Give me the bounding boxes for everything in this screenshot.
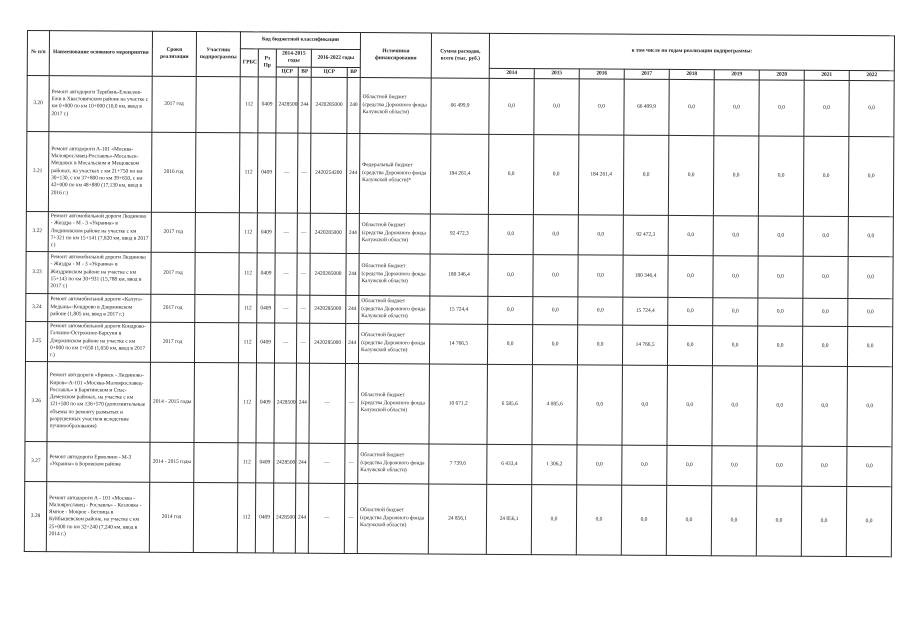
year-amount: 0,0 <box>714 80 759 136</box>
year-amount: 0,0 <box>488 134 533 214</box>
event-name: Ремонт автодороги А - 101 «Москва - Малоярославец - Рославль» - Козловка - Ямное - Мокрое - Бетлица в Куйбышевском районе, на участке с км 25+000 по км 32+240 (7,240 км, ввод в 2014 г.) <box>46 482 149 553</box>
year-amount: 15 724,4 <box>623 297 668 325</box>
grbs: 112 <box>240 77 258 133</box>
header-year: 2015 <box>534 68 579 79</box>
year-amount: 0,0 <box>533 134 578 214</box>
funding-source: Областной бюджет (средства Дорожного фонда Калужской области) <box>359 253 430 295</box>
csr-2016-2022: 2420285000 <box>311 77 347 133</box>
period: 2017 год <box>151 212 195 252</box>
event-name: Ремонт автодороги А-101 «Москва-Малоярославец-Рославль»-Мосальск-Мещовск в Мосальском и Мещовском районах, на участках с км 21+750 по км 30+130, с км 37+800 по км 39+650, с км 42+000 по км 48+880 (17,130 км, ввод в 2016 г.) <box>48 132 151 213</box>
period: 2017 год <box>151 252 195 294</box>
year-amount: 0,0 <box>487 324 532 364</box>
year-amount: 0,0 <box>848 136 894 216</box>
vr-2016-2022: 240 <box>347 77 360 133</box>
year-amount: 0,0 <box>666 485 711 555</box>
csr-2014-2015: 2428500 <box>276 77 298 133</box>
table-row <box>26 211 893 256</box>
row-number: 3.28 <box>24 481 46 551</box>
year-amount: 0,0 <box>712 446 757 486</box>
total-amount: 92 472,3 <box>430 214 488 254</box>
table-body <box>24 75 894 556</box>
year-amount: 0,0 <box>577 365 622 445</box>
header-rzpr: Рз Пр <box>258 49 276 77</box>
year-amount: 0,0 <box>713 136 758 216</box>
event-name: Ремонт автодороги «Брянск - Людиново- Киров»-А-101 «Москва-Малоярославец- Рославль» в Барятинском и Спас-Деменском районах, на участке с км 121+500 по км 136+570 (дополнительные объемы по ремонту размытых и разрушенных участков вследствие пучинообразования) <box>47 362 150 443</box>
total-amount: 180 346,4 <box>430 254 488 296</box>
rzpr: 0409 <box>257 253 275 295</box>
year-amount: 0,0 <box>578 255 623 297</box>
vr-2014-2015: 244 <box>296 363 309 443</box>
csr-2016-2022: 2420285000 <box>310 213 346 253</box>
funding-source: Областной бюджет (средства Дорожного фонда Калужской области) <box>359 213 430 253</box>
vr-2016-2022: — <box>345 363 358 443</box>
table-row <box>25 441 892 486</box>
total-amount: 15 724,4 <box>430 296 488 324</box>
event-name: Ремонт автомобильной дороги Людиново - Жиздра - М - 3 «Украина» в Людиновском районе на участке с км 7+321 по км 15+141 (7,820 км, ввод в 2017 г.) <box>48 212 151 253</box>
year-amount: 0,0 <box>713 216 758 256</box>
header-no: № п/п <box>27 31 49 76</box>
year-amount: 184 261,4 <box>578 135 623 215</box>
year-amount: 0,0 <box>758 298 803 326</box>
vr-2014-2015: 244 <box>296 443 309 483</box>
header-2016-2022: 2016-2022 годы <box>311 49 360 67</box>
year-amount: 0,0 <box>533 296 578 324</box>
grbs: 112 <box>237 483 255 553</box>
row-number: 3.23 <box>26 251 48 293</box>
year-amount: 6 433,4 <box>487 444 532 484</box>
year-amount: 0,0 <box>848 256 893 298</box>
csr-2014-2015: 2428500 <box>274 363 296 443</box>
event-name: Ремонт автодороги Теребень-Елексеев-Ежи в Хвастовичском районе на участке с км 0+000 по км 10+000 (10,0 км, ввод в 2017 г.) <box>49 76 152 133</box>
period: 2014 год <box>149 482 193 552</box>
grbs: 112 <box>239 295 257 323</box>
rzpr: 0409 <box>258 77 276 133</box>
year-amount: 92 472,3 <box>623 215 668 255</box>
year-amount: 0,0 <box>846 486 892 556</box>
row-number: 3.26 <box>25 361 47 441</box>
year-amount: 0,0 <box>803 136 848 216</box>
year-amount: 0,0 <box>669 79 714 135</box>
participant <box>194 442 238 482</box>
year-amount: 0,0 <box>531 484 576 554</box>
year-amount: 0,0 <box>577 445 622 485</box>
period: 2014 - 2015 годы <box>150 362 194 442</box>
participant <box>193 482 237 552</box>
year-amount: 0,0 <box>847 366 893 446</box>
vr-2016-2022: — <box>344 483 357 553</box>
year-amount: 0,0 <box>802 326 847 366</box>
year-amount: 0,0 <box>713 256 758 298</box>
csr-2014-2015: — <box>275 213 297 253</box>
header-total: Сумма расходов, всего (тыс. руб.) <box>431 33 489 78</box>
year-amount: 0,0 <box>533 214 578 254</box>
year-amount: 0,0 <box>756 486 801 556</box>
vr-2014-2015: 244 <box>295 483 308 553</box>
header-by-years: в том числе по годам реализации подпрограммы: <box>489 33 894 70</box>
csr-2014-2015: — <box>275 133 297 213</box>
year-amount: 0,0 <box>759 80 804 136</box>
year-amount: 180 346,4 <box>623 255 668 297</box>
header-2014-2015: 2014-2015 годы <box>276 49 311 67</box>
event-name: Ремонт автомобильной дороги «Калуга-Медынь»-Кондрово в Дзержинском районе (1,805 км, ввод в 2017 г.) <box>48 294 151 323</box>
year-amount: 0,0 <box>847 446 892 486</box>
rzpr: 0409 <box>257 213 275 253</box>
header-year: 2016 <box>579 68 624 79</box>
year-amount: 6 585,6 <box>487 364 532 444</box>
table-row <box>25 321 892 366</box>
participant <box>195 212 239 252</box>
year-amount: 0,0 <box>758 216 803 256</box>
year-amount: 0,0 <box>668 255 713 297</box>
year-amount: 0,0 <box>804 80 849 136</box>
year-amount: 0,0 <box>712 326 757 366</box>
year-amount: 0,0 <box>712 366 757 446</box>
year-amount: 0,0 <box>803 298 848 326</box>
vr-2014-2015: — <box>296 323 309 363</box>
vr-2016-2022: 244 <box>345 323 358 363</box>
rzpr: 0409 <box>256 363 274 443</box>
year-amount: 0,0 <box>757 326 802 366</box>
row-number: 3.25 <box>25 321 47 361</box>
year-amount: 0,0 <box>848 298 893 326</box>
funding-source: Федеральный бюджет (средства Дорожного фонда Калужской области)* <box>359 133 430 213</box>
row-number: 3.22 <box>26 211 48 251</box>
rzpr: 0409 <box>256 323 274 363</box>
year-amount: 0,0 <box>847 326 892 366</box>
year-amount: 0,0 <box>623 135 668 215</box>
rzpr: 0409 <box>256 443 274 483</box>
rzpr: 0409 <box>255 483 273 553</box>
year-amount: 0,0 <box>803 216 848 256</box>
vr-2014-2015: — <box>297 295 310 323</box>
year-amount: 0,0 <box>578 215 623 255</box>
csr-2016-2022: — <box>309 363 345 443</box>
csr-2016-2022: 2420285000 <box>310 253 346 295</box>
header-csr: ЦСР <box>276 67 298 77</box>
header-year: 2019 <box>714 69 759 80</box>
year-amount: 0,0 <box>489 78 534 134</box>
header-grbs: ГРБС <box>240 49 258 77</box>
year-amount: 0,0 <box>758 136 803 216</box>
period: 2016 год <box>151 132 195 212</box>
grbs: 112 <box>239 213 257 253</box>
year-amount: 0,0 <box>757 366 802 446</box>
header-csr: ЦСР <box>311 67 347 78</box>
csr-2014-2015: — <box>275 253 297 295</box>
funding-source: Областной бюджет (средства Дорожного фонда Калужской области) <box>358 443 429 483</box>
table-header <box>27 31 894 81</box>
year-amount: 0,0 <box>711 486 756 556</box>
year-amount: 0,0 <box>622 365 667 445</box>
vr-2014-2015: 244 <box>298 77 311 133</box>
event-name: Ремонт автодороги Ермолино - М-3 «Украина» в Боровском районе <box>47 442 150 483</box>
year-amount: 0,0 <box>802 446 847 486</box>
row-number: 3.27 <box>25 441 47 481</box>
vr-2014-2015: — <box>297 213 310 253</box>
year-amount: 24 856,1 <box>486 484 531 554</box>
period: 2017 год <box>151 294 195 322</box>
year-amount: 0,0 <box>621 485 666 555</box>
year-amount: 1 306,2 <box>532 444 577 484</box>
participant <box>195 132 239 212</box>
header-year: 2014 <box>489 68 534 79</box>
year-amount: 0,0 <box>576 485 621 555</box>
header-year: 2022 <box>849 70 894 81</box>
year-amount: 0,0 <box>667 445 712 485</box>
grbs: 112 <box>238 363 256 443</box>
header-year: 2021 <box>804 70 849 81</box>
rzpr: 0409 <box>257 133 275 213</box>
vr-2016-2022: 244 <box>346 213 359 253</box>
header-period: Сроки реализации <box>152 31 196 76</box>
header-participant: Участник подпрограммы <box>196 32 240 77</box>
csr-2016-2022: 2420285000 <box>310 295 346 323</box>
year-amount: 0,0 <box>488 254 533 296</box>
grbs: 112 <box>238 443 256 483</box>
funding-source: Областной бюджет (средства Дорожного фонда Калужской области) <box>359 295 430 323</box>
total-amount: 14 766,5 <box>429 324 487 364</box>
program-table <box>24 30 895 557</box>
rzpr: 0409 <box>257 295 275 323</box>
period: 2017 год <box>150 322 194 362</box>
year-amount: 0,0 <box>668 297 713 325</box>
csr-2016-2022: 2420285000 <box>309 323 345 363</box>
header-vr: ВР <box>347 67 360 77</box>
period: 2014 - 2015 годы <box>150 442 194 482</box>
year-amount: 14 766,5 <box>622 325 667 365</box>
year-amount: 0,0 <box>801 486 846 556</box>
funding-source: Областной бюджет (средства Дорожного фонда Калужской области) <box>357 483 428 553</box>
year-amount: 0,0 <box>534 78 579 134</box>
header-source: Источники финансирования <box>360 33 431 78</box>
csr-2016-2022: 2420254200 <box>310 133 346 213</box>
year-amount: 0,0 <box>667 325 712 365</box>
year-amount: 0,0 <box>668 135 713 215</box>
total-amount: 10 671,2 <box>429 364 487 444</box>
row-number: 3.24 <box>26 293 48 321</box>
header-year: 2020 <box>759 70 804 81</box>
participant <box>196 76 240 132</box>
row-number: 3.21 <box>26 131 48 211</box>
vr-2016-2022: 244 <box>346 253 359 295</box>
vr-2016-2022: 244 <box>346 133 359 213</box>
csr-2014-2015: 2428500 <box>273 483 295 553</box>
year-amount: 0,0 <box>622 445 667 485</box>
vr-2016-2022: — <box>345 443 358 483</box>
vr-2016-2022: 244 <box>346 295 359 323</box>
year-amount: 0,0 <box>668 215 713 255</box>
header-budget-code: Код бюджетной классификации <box>240 32 360 50</box>
csr-2014-2015: 2428500 <box>274 443 296 483</box>
year-amount: 0,0 <box>713 298 758 326</box>
year-amount: 66 499,9 <box>624 79 669 135</box>
year-amount: 0,0 <box>533 254 578 296</box>
total-amount: 24 856,1 <box>428 484 486 554</box>
table-row <box>26 131 894 216</box>
table-row <box>24 481 891 556</box>
period: 2017 год <box>152 76 196 132</box>
year-amount: 0,0 <box>488 214 533 254</box>
year-amount: 0,0 <box>758 256 803 298</box>
csr-2014-2015: — <box>274 323 296 363</box>
year-amount: 0,0 <box>802 366 847 446</box>
grbs: 112 <box>239 133 257 213</box>
funding-source: Областной бюджет (средства Дорожного фонда Калужской области) <box>358 363 429 443</box>
event-name: Ремонт автомобильной дороги Людиново - Жиздра - М - 3 «Украина» в Жиздринском районе на участке с км 15+143 по км 30+931 (15,788 км, ввод в 2017 г.) <box>48 252 151 295</box>
year-amount: 0,0 <box>579 79 624 135</box>
total-amount: 66 499,9 <box>431 78 489 134</box>
table-row <box>27 75 894 136</box>
year-amount: 0,0 <box>667 365 712 445</box>
year-amount: 0,0 <box>578 297 623 325</box>
grbs: 112 <box>238 323 256 363</box>
csr-2016-2022: — <box>309 443 345 483</box>
total-amount: 184 261,4 <box>430 134 488 214</box>
participant <box>194 322 238 362</box>
csr-2014-2015: — <box>275 295 297 323</box>
header-vr: ВР <box>298 67 311 77</box>
year-amount: 0,0 <box>848 216 893 256</box>
header-year: 2017 <box>624 69 669 80</box>
funding-source: Областной бюджет (средства Дорожного фонда Калужской области) <box>360 77 431 133</box>
vr-2014-2015: — <box>297 253 310 295</box>
grbs: 112 <box>239 253 257 295</box>
year-amount: 0,0 <box>532 324 577 364</box>
participant <box>195 252 239 294</box>
header-year: 2018 <box>669 69 714 80</box>
table-row <box>25 361 893 446</box>
year-amount: 0,0 <box>803 256 848 298</box>
event-name: Ремонт автомобильной дороги Кондрово-Галкино-Острожное-Барсуки в Дзержинском районе на участке с км 0+000 по км 1+650 (1,650 км, ввод в 2017 г.) <box>47 322 150 363</box>
year-amount: 0,0 <box>849 80 894 136</box>
vr-2014-2015: — <box>297 133 310 213</box>
funding-source: Областной бюджет (средства Дорожного фонда Калужской области) <box>358 323 429 363</box>
row-number: 3.20 <box>27 75 49 131</box>
year-amount: 0,0 <box>488 296 533 324</box>
participant <box>194 362 238 442</box>
header-name: Наименование основного мероприятия <box>49 31 152 77</box>
table-row <box>26 251 893 298</box>
csr-2016-2022: — <box>308 483 344 553</box>
participant <box>195 294 239 322</box>
year-amount: 0,0 <box>577 325 622 365</box>
year-amount: 4 085,6 <box>532 364 577 444</box>
total-amount: 7 739,6 <box>429 444 487 484</box>
year-amount: 0,0 <box>757 446 802 486</box>
